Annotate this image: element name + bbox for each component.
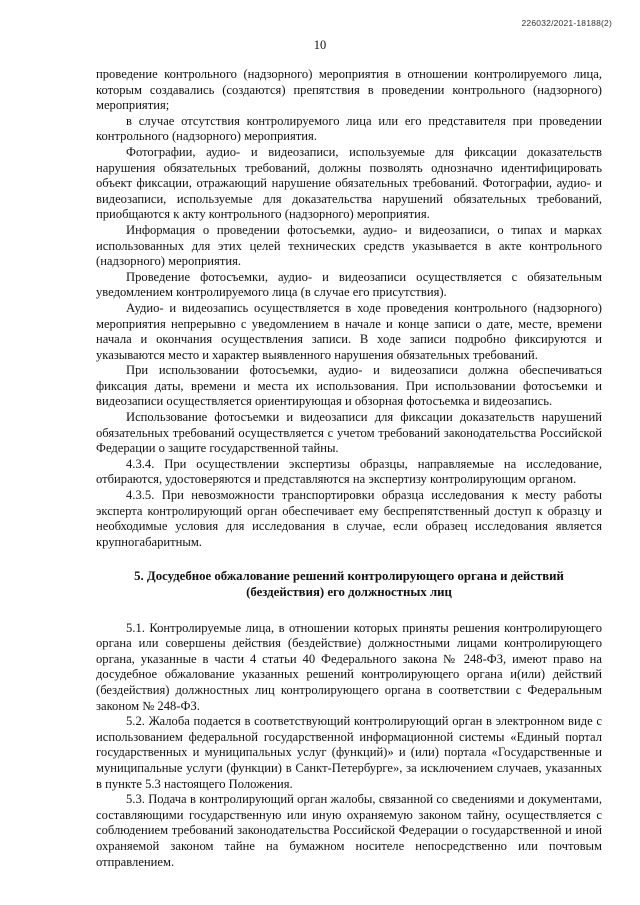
paragraph-5-2: 5.2. Жалоба подается в соответствующий контролирующий орган в электронном виде с использованием федеральной государственной информационной системы «Единый портал государственных и муниципальных услуг (функций)» и (или) портала «Государственные и муниципальные услуги (функции) в Санкт-Петербурге», за исключением случаев, указанных в пункте 5.3 настоящего Положения. bbox=[96, 714, 602, 791]
paragraph-4-3-4: 4.3.4. При осуществлении экспертизы образцы, направляемые на исследование, отбираются, удостоверяются и представляются на экспертизу контролирующим органом. bbox=[96, 456, 602, 487]
paragraph: Аудио- и видеозапись осуществляется в ходе проведения контрольного (надзорного) мероприятия непрерывно с уведомлением в начале и конце записи о дате, месте, времени начала и окончания осуществления записи. В ходе записи подробно фиксируются и указываются место и характер выявленного нарушения обязательных требований. bbox=[96, 300, 602, 362]
paragraph: Информация о проведении фотосъемки, аудио- и видеозаписи, о типах и марках использованных для этих целей технических средств указывается в акте контрольного (надзорного) мероприятия. bbox=[96, 222, 602, 269]
document-body bbox=[96, 67, 602, 870]
section-heading: 5. Досудебное обжалование решений контролирующего органа и действий (бездействия) его должностных лиц bbox=[134, 569, 564, 599]
paragraph-5-1: 5.1. Контролируемые лица, в отношении которых приняты решения контролирующего органа или совершены действия (бездействие) должностными лицами контролирующего органа, указанные в части 4 статьи 40 Федерального закона № 248-ФЗ, имеют право на досудебное обжалование указанных решений контролирующего органа и(или) действий (бездействия) должностных лиц контролирующего органа в соответствии с Федеральным законом № 248-ФЗ. bbox=[96, 620, 602, 713]
paragraph-5-3: 5.3. Подача в контролирующий орган жалобы, связанной со сведениями и документами, составляющими государственную или иную охраняемую законом тайну, осуществляется с соблюдением требований законодательства Российской Федерации о государственной и иной охраняемой законом тайне на бумажном носителе непосредственно или почтовым отправлением. bbox=[96, 792, 602, 869]
paragraph: При использовании фотосъемки, аудио- и видеозаписи должна обеспечиваться фиксация даты, времени и места их использования. При использовании фотосъемки и видеозаписи осуществляется ориентирующая и обзорная фотосъемка и видеозапись. bbox=[96, 363, 602, 409]
paragraph-4-3-5: 4.3.5. При невозможности транспортировки образца исследования к месту работы эксперта контролирующий орган обеспечивает ему беспрепятственный доступ к образцу и необходимые условия для исследования в случае, если образец исследования является крупногабаритным. bbox=[96, 488, 602, 549]
paragraph: Использование фотосъемки и видеозаписи для фиксации доказательств нарушений обязательных требований осуществляется с учетом требований законодательства Российской Федерации о защите государственной тайны. bbox=[96, 410, 602, 456]
paragraph: Фотографии, аудио- и видеозаписи, используемые для фиксации доказательств нарушения обязательных требований, должны позволять однозначно идентифицировать объект фиксации, отражающий нарушение обязательных требований. Фотографии, аудио- и видеозаписи, используемые для доказательства нарушений обязательных требований, приобщаются к акту контрольного (надзорного) мероприятия. bbox=[96, 144, 602, 222]
page-number: 10 bbox=[313, 38, 327, 52]
document-number: 226032/2021-18188(2) bbox=[521, 18, 612, 28]
paragraph: в случае отсутствия контролируемого лица или его представителя при проведении контрольного (надзорного) мероприятия. bbox=[96, 113, 602, 144]
paragraph-continuation: проведение контрольного (надзорного) мероприятия в отношении контролируемого лица, которым создавались (создаются) препятствия в проведении контрольного (надзорного) мероприятия; bbox=[96, 67, 602, 113]
paragraph: Проведение фотосъемки, аудио- и видеозаписи осуществляется с обязательным уведомлением контролируемого лица (в случае его присутствия). bbox=[96, 269, 602, 300]
